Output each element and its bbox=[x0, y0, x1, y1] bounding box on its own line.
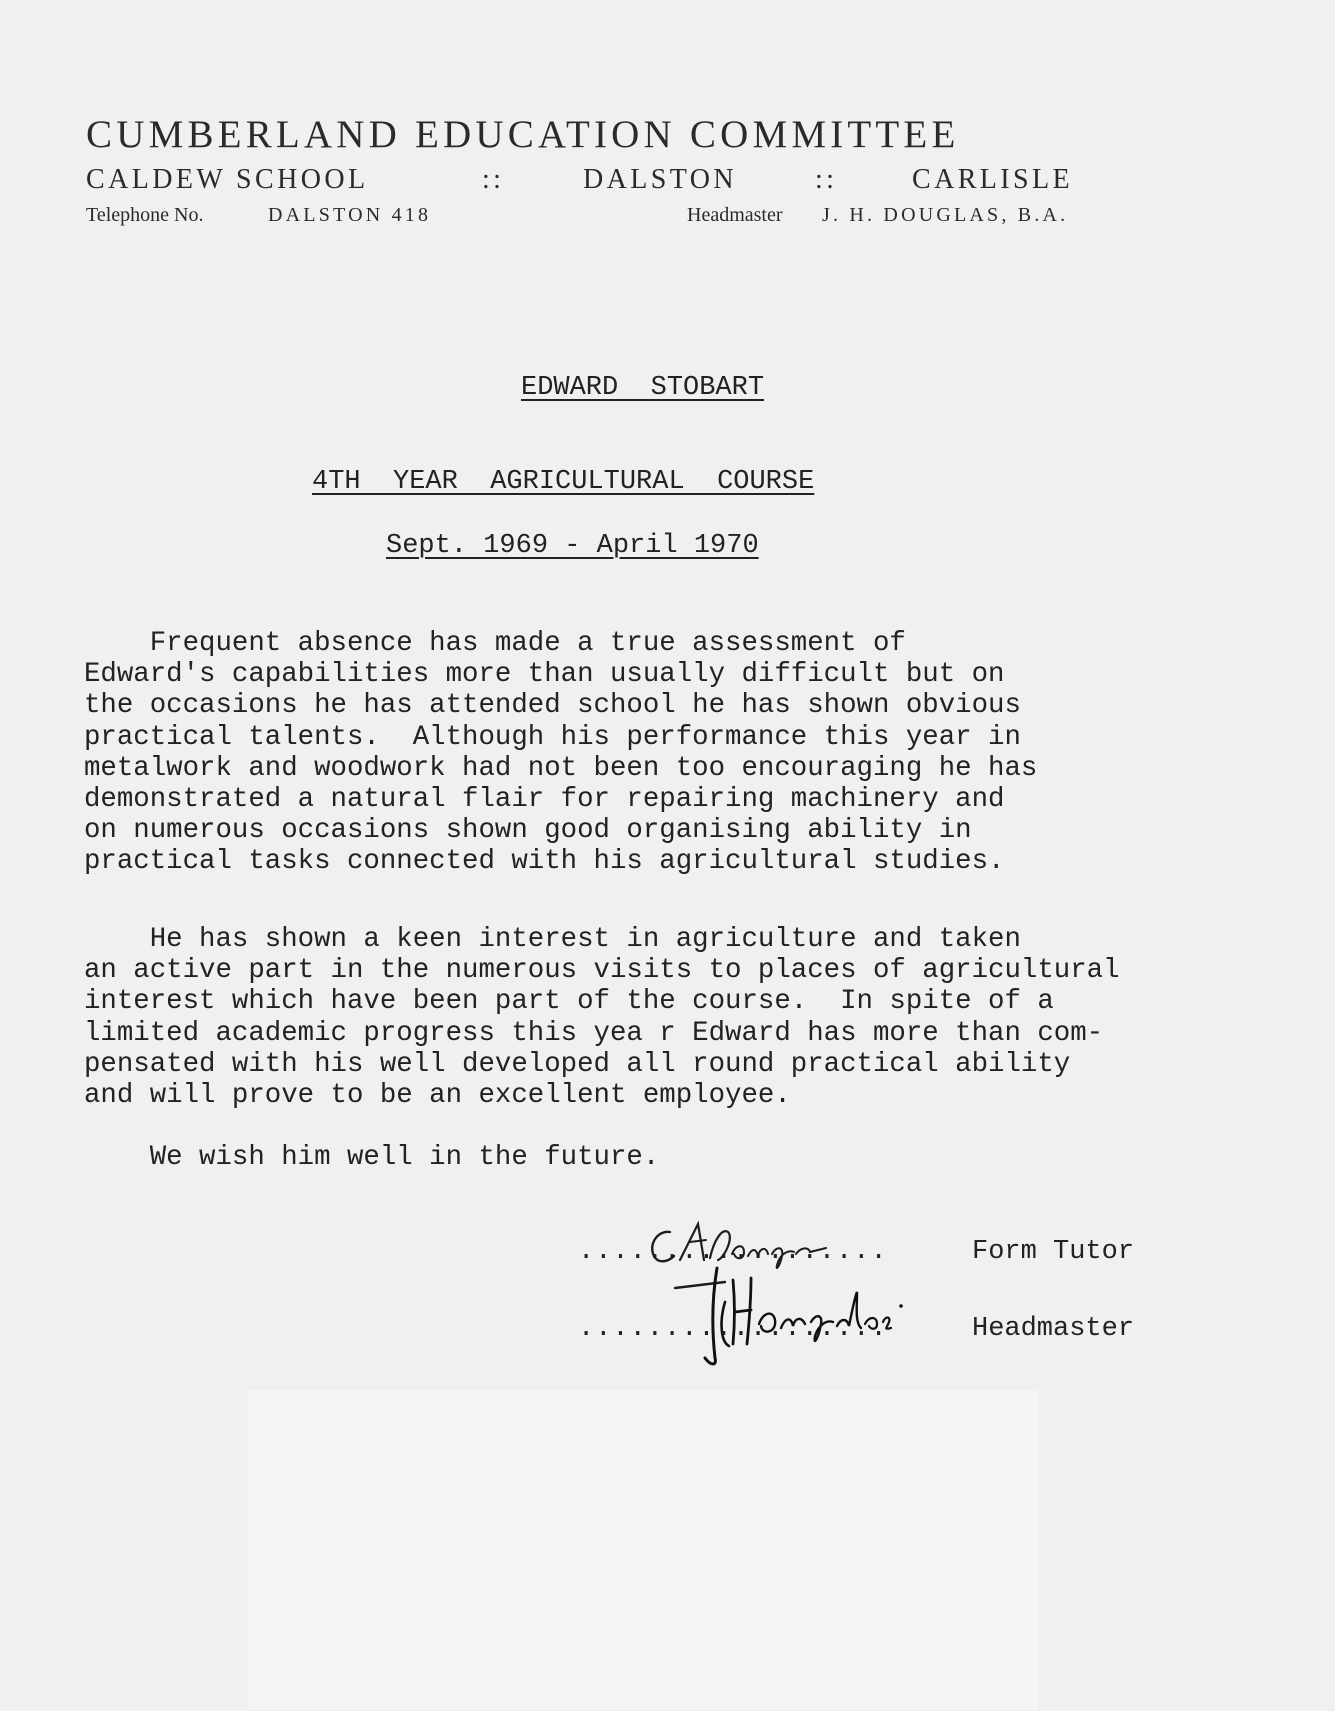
dotted-line: .................. bbox=[578, 1237, 888, 1267]
headmaster-signature-line bbox=[578, 1314, 1198, 1350]
text-line: limited academic progress this yea r Edward has more than com- bbox=[84, 1017, 1104, 1049]
text-line: practical tasks connected with his agricultural studies. bbox=[84, 846, 1005, 878]
course-title: 4TH YEAR AGRICULTURAL COURSE bbox=[312, 467, 815, 497]
text-line: metalwork and woodwork had not been too encouraging he has bbox=[84, 752, 1038, 784]
text-line: an active part in the numerous visits to places of agricultural bbox=[84, 955, 1120, 987]
town-name: CARLISLE bbox=[912, 164, 1073, 195]
text-line: interest which have been part of the course. In spite of a bbox=[84, 986, 1054, 1018]
form-tutor-label: Form Tutor bbox=[972, 1237, 1135, 1267]
text-line: practical talents. Although his performance this year in bbox=[84, 721, 1021, 753]
text-line: demonstrated a natural flair for repairing machinery and bbox=[84, 784, 1005, 816]
course-dates: Sept. 1969 - April 1970 bbox=[386, 531, 759, 561]
text-line: on numerous occasions shown good organising ability in bbox=[84, 815, 972, 847]
scan-light-patch bbox=[248, 1390, 1038, 1710]
committee-title: CUMBERLAND EDUCATION COMMITTEE bbox=[86, 113, 960, 156]
pupil-name: EDWARD STOBART bbox=[521, 373, 765, 403]
telephone-number: DALSTON 418 bbox=[268, 204, 432, 226]
separator: :: bbox=[815, 164, 838, 195]
separator: :: bbox=[482, 164, 505, 195]
telephone-label: Telephone No. bbox=[86, 204, 204, 226]
village-name: DALSTON bbox=[583, 164, 737, 195]
text-line: pensated with his well developed all round practical ability bbox=[84, 1048, 1071, 1080]
headmaster-label: Headmaster bbox=[687, 204, 783, 226]
text-line: We wish him well in the future. bbox=[84, 1142, 660, 1173]
report-paragraph bbox=[84, 924, 1284, 1111]
headmaster-name: J. H. DOUGLAS, B.A. bbox=[822, 204, 1069, 226]
text-line: He has shown a keen interest in agriculture and taken bbox=[84, 924, 1021, 955]
closing-paragraph bbox=[84, 1142, 1284, 1173]
contact-line bbox=[86, 204, 1096, 232]
form-tutor-signature-line bbox=[578, 1237, 1198, 1273]
school-name: CALDEW SCHOOL bbox=[86, 164, 369, 195]
school-address-line bbox=[86, 164, 1096, 200]
text-line: the occasions he has attended school he has shown obvious bbox=[84, 690, 1021, 722]
headmaster-role-label: Headmaster bbox=[972, 1314, 1135, 1344]
text-line: and will prove to be an excellent employee. bbox=[84, 1080, 791, 1112]
report-paragraph bbox=[84, 628, 1284, 878]
dotted-line: .................. bbox=[578, 1314, 888, 1344]
text-line: Frequent absence has made a true assessment of bbox=[84, 628, 906, 659]
text-line: Edward's capabilities more than usually difficult but on bbox=[84, 659, 1005, 691]
